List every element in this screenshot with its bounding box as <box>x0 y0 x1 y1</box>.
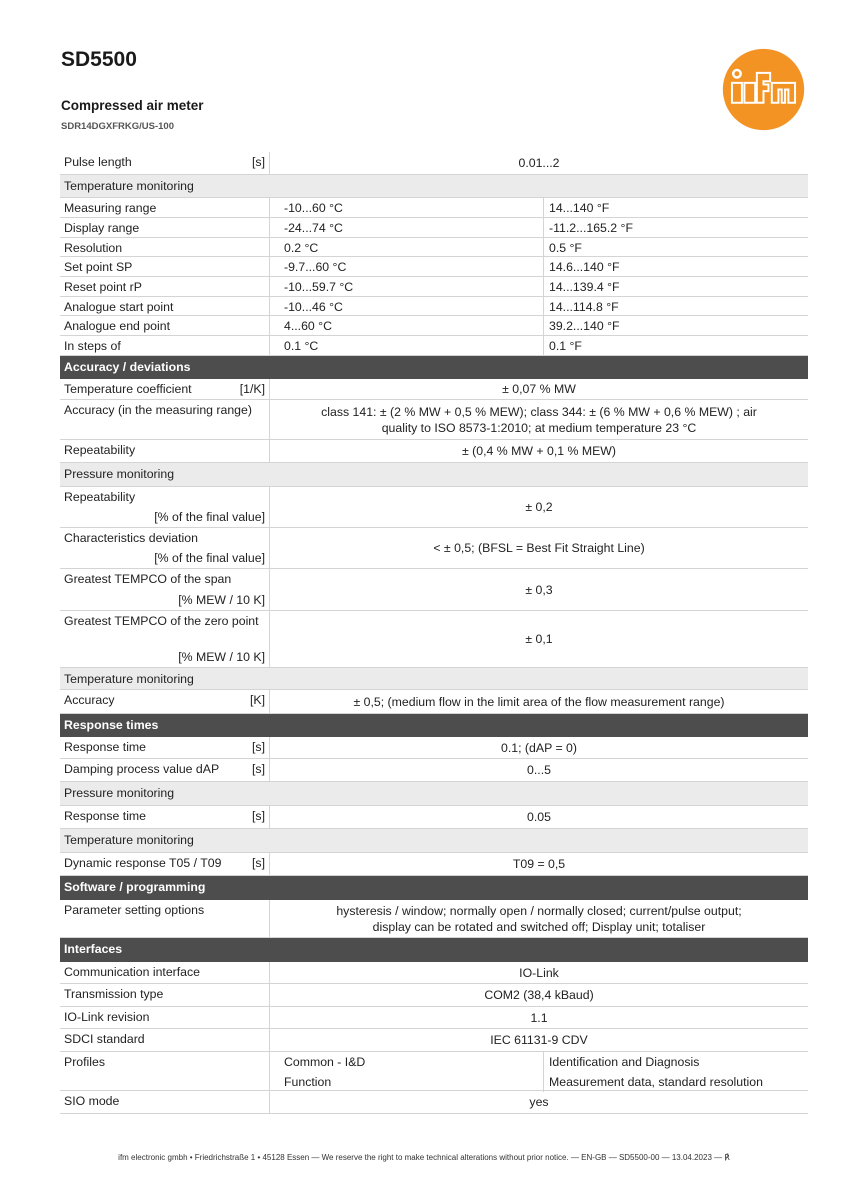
table-row <box>60 336 808 356</box>
table-row <box>60 1007 808 1029</box>
value-fahrenheit: 39.2...140 °F <box>543 316 808 335</box>
table-row <box>60 487 808 528</box>
row-label: Display range <box>60 218 270 237</box>
row-values <box>270 297 808 315</box>
row-label <box>60 528 270 568</box>
footer-text: ifm electronic gmbh • Friedrichstraße 1 • 45128 Essen — We reserve the right to make technical alterations without prior notice. — EN-GB — SD5500-00 — 13.04.2023 — <box>118 1153 725 1162</box>
table-row <box>60 853 808 876</box>
row-label: Profiles <box>60 1052 270 1090</box>
table-row <box>60 400 808 440</box>
profile-description: Measurement data, standard resolution <box>543 1072 808 1092</box>
row-unit: [1/K] <box>239 382 265 396</box>
table-row <box>60 984 808 1007</box>
table-row <box>60 1029 808 1052</box>
row-unit: [s] <box>252 762 265 776</box>
section-heading: Response times <box>60 714 808 737</box>
row-label <box>60 853 270 875</box>
row-values <box>270 336 808 355</box>
row-unit: [% MEW / 10 K] <box>178 650 265 664</box>
row-label: SIO mode <box>60 1091 270 1113</box>
table-row <box>60 379 808 400</box>
row-values <box>270 277 808 296</box>
value-fahrenheit: 14...114.8 °F <box>543 297 808 315</box>
row-value: IO-Link <box>519 965 559 980</box>
row-label-text: Pulse length <box>64 155 132 169</box>
value-celsius: 4...60 °C <box>284 319 332 333</box>
row-value: IEC 61131-9 CDV <box>490 1033 588 1047</box>
table-row <box>60 611 808 668</box>
profiles-values <box>270 1052 808 1090</box>
value-fahrenheit: -11.2...165.2 °F <box>543 218 808 237</box>
profile-line <box>270 1072 808 1092</box>
row-value: 0.05 <box>527 810 551 824</box>
value-fahrenheit: 14.6...140 °F <box>543 257 808 276</box>
row-label: Analogue end point <box>60 316 270 335</box>
row-label <box>60 611 270 667</box>
row-value: ± 0,3 <box>525 582 553 597</box>
row-value: ± 0,2 <box>525 500 553 514</box>
row-label <box>60 487 270 527</box>
table-row <box>60 690 808 714</box>
row-value: COM2 (38,4 kBaud) <box>484 988 594 1002</box>
row-values <box>270 257 808 276</box>
specification-table <box>60 152 808 1114</box>
row-label-text: Temperature coefficient <box>64 382 192 396</box>
row-value: ± 0,07 % MW <box>502 382 576 396</box>
order-code: SDR14DGXFRKG/US-100 <box>61 121 174 132</box>
table-row <box>60 806 808 829</box>
row-label-text: Greatest TEMPCO of the zero point <box>64 614 259 628</box>
row-label-text: Greatest TEMPCO of the span <box>64 572 232 586</box>
row-label-text: Accuracy <box>64 693 115 707</box>
subsection-heading: Pressure monitoring <box>60 782 808 806</box>
row-label <box>60 152 270 174</box>
product-subtitle: Compressed air meter <box>61 98 204 113</box>
row-label: Transmission type <box>60 984 270 1006</box>
row-label: Resolution <box>60 238 270 256</box>
value-fahrenheit: 0.5 °F <box>543 238 808 256</box>
row-unit: [s] <box>252 856 265 870</box>
subsection-heading: Temperature monitoring <box>60 175 808 198</box>
profile-name: Function <box>284 1075 332 1089</box>
row-label <box>60 690 270 713</box>
profile-line <box>270 1052 808 1072</box>
row-label: Analogue start point <box>60 297 270 315</box>
table-row <box>60 277 808 297</box>
table-row <box>60 218 808 238</box>
row-value: ± 0,1 <box>525 632 553 646</box>
table-row <box>60 316 808 336</box>
row-label-text: Response time <box>64 809 147 823</box>
row-label: Parameter setting options <box>60 900 270 937</box>
row-unit: [s] <box>252 740 265 754</box>
table-row <box>60 1052 808 1091</box>
table-row <box>60 569 808 611</box>
value-fahrenheit: 0.1 °F <box>543 336 808 355</box>
row-label-text: Characteristics deviation <box>64 531 198 545</box>
value-celsius: -24...74 °C <box>284 221 343 235</box>
row-value: class 141: ± (2 % MW + 0,5 % MEW); class 344: ± (6 % MW + 0,6 % MEW) ; air quality to ISO 8573-1:2010; at medium temperature 23 °C <box>321 404 757 435</box>
row-unit: [s] <box>252 155 265 169</box>
row-label: SDCI standard <box>60 1029 270 1051</box>
row-label <box>60 569 270 610</box>
value-fahrenheit: 14...139.4 °F <box>543 277 808 296</box>
row-label: Set point SP <box>60 257 270 276</box>
row-label: Communication interface <box>60 962 270 983</box>
row-unit: [% of the final value] <box>154 551 265 565</box>
row-unit: [K] <box>249 693 265 707</box>
row-values <box>270 316 808 335</box>
row-values <box>270 218 808 237</box>
table-row <box>60 737 808 759</box>
table-row <box>60 440 808 463</box>
value-celsius: -10...59.7 °C <box>284 280 354 294</box>
section-heading: Interfaces <box>60 938 808 962</box>
row-unit: [s] <box>252 809 265 823</box>
row-label: IO-Link revision <box>60 1007 270 1028</box>
row-value: 0...5 <box>527 763 551 777</box>
table-row <box>60 198 808 218</box>
row-value: hysteresis / window; normally open / normally closed; current/pulse output; display can be rotated and switched off; Display unit; totaliser <box>336 903 742 934</box>
row-values <box>270 198 808 217</box>
row-label: Repeatability <box>60 440 270 462</box>
row-value: 0.1; (dAP = 0) <box>501 740 577 755</box>
row-unit: [% MEW / 10 K] <box>178 593 265 607</box>
row-label <box>60 806 270 828</box>
row-value: 0.01...2 <box>518 156 560 170</box>
row-value: ± 0,5; (medium flow in the limit area of the flow measurement range) <box>353 694 725 709</box>
value-fahrenheit: 14...140 °F <box>543 198 808 217</box>
table-row <box>60 238 808 257</box>
row-values <box>270 238 808 256</box>
table-row <box>60 962 808 984</box>
value-celsius: -10...46 °C <box>284 300 343 314</box>
row-label-text: Dynamic response T05 / T09 <box>64 856 222 870</box>
subsection-heading: Temperature monitoring <box>60 829 808 853</box>
table-row <box>60 900 808 938</box>
profile-name: Common - I&D <box>284 1055 366 1069</box>
row-value: < ± 0,5; (BFSL = Best Fit Straight Line) <box>433 541 645 555</box>
product-title: SD5500 <box>61 48 137 71</box>
page-footer <box>0 1153 848 1162</box>
row-label: In steps of <box>60 336 270 355</box>
row-label <box>60 379 270 399</box>
row-label: Accuracy (in the measuring range) <box>60 400 270 439</box>
row-label-text: Damping process value dAP <box>64 762 220 776</box>
row-value: 1.1 <box>530 1010 548 1025</box>
section-heading: Software / programming <box>60 876 808 900</box>
ifm-logo <box>722 48 805 131</box>
table-row <box>60 1091 808 1114</box>
footer-mark-icon: ℟ <box>724 1153 730 1162</box>
row-value: T09 = 0,5 <box>512 857 566 871</box>
row-label-text: Repeatability <box>64 490 136 504</box>
row-label: Reset point rP <box>60 277 270 296</box>
row-label <box>60 737 270 758</box>
table-row <box>60 297 808 316</box>
section-heading: Accuracy / deviations <box>60 356 808 379</box>
row-unit: [% of the final value] <box>154 510 265 524</box>
table-row <box>60 759 808 782</box>
subsection-heading: Pressure monitoring <box>60 463 808 487</box>
value-celsius: 0.2 °C <box>284 241 319 255</box>
table-row <box>60 152 808 175</box>
row-label <box>60 759 270 781</box>
row-label-text: Response time <box>64 740 147 754</box>
row-value: yes <box>529 1095 549 1109</box>
row-value: ± (0,4 % MW + 0,1 % MEW) <box>462 444 616 458</box>
row-label: Measuring range <box>60 198 270 217</box>
value-celsius: 0.1 °C <box>284 339 319 353</box>
table-row <box>60 528 808 569</box>
value-celsius: -9.7...60 °C <box>284 260 347 274</box>
profile-description: Identification and Diagnosis <box>543 1052 808 1072</box>
value-celsius: -10...60 °C <box>284 201 343 215</box>
table-row <box>60 257 808 277</box>
subsection-heading: Temperature monitoring <box>60 668 808 690</box>
